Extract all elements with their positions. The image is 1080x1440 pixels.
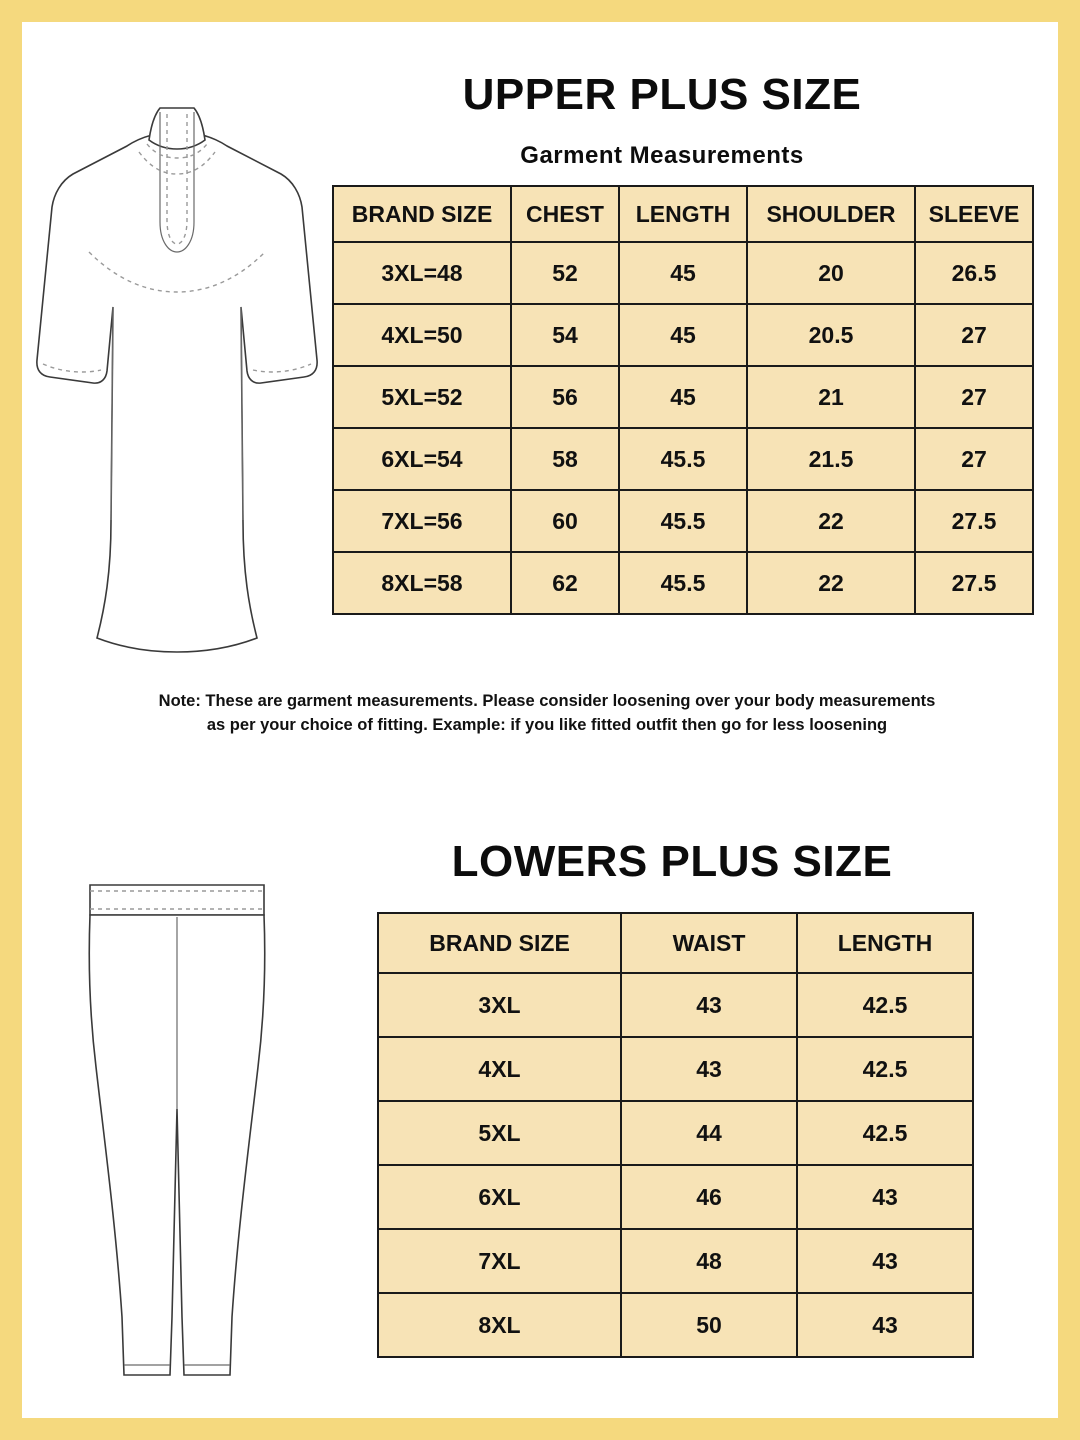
- cell-brand-size: 6XL=54: [333, 428, 511, 490]
- cell-chest: 58: [511, 428, 619, 490]
- upper-title: UPPER PLUS SIZE: [462, 70, 862, 119]
- table-row: [378, 1293, 973, 1357]
- lower-title: LOWERS PLUS SIZE: [451, 837, 893, 886]
- cell-shoulder: 21: [747, 366, 915, 428]
- cell-sleeve: 27.5: [915, 552, 1033, 614]
- page-inner: [22, 22, 1058, 1418]
- cell-sleeve: 27: [915, 428, 1033, 490]
- table-row: [333, 552, 1033, 614]
- cell-chest: 54: [511, 304, 619, 366]
- cell-brand-size: 8XL: [378, 1293, 621, 1357]
- table-row: [378, 1229, 973, 1293]
- cell-length: 42.5: [797, 973, 973, 1037]
- table-row: [333, 490, 1033, 552]
- cell-brand-size: 7XL=56: [333, 490, 511, 552]
- lower-size-section: [22, 782, 1058, 1418]
- column-header: SLEEVE: [915, 186, 1033, 242]
- table-row: [378, 973, 973, 1037]
- cell-length: 45: [619, 242, 747, 304]
- cell-shoulder: 20: [747, 242, 915, 304]
- table-row: [333, 304, 1033, 366]
- kurta-illustration: [27, 102, 327, 667]
- lower-size-table: [377, 912, 974, 1358]
- cell-chest: 56: [511, 366, 619, 428]
- cell-length: 43: [797, 1229, 973, 1293]
- cell-sleeve: 27.5: [915, 490, 1033, 552]
- column-header: CHEST: [511, 186, 619, 242]
- table-row: [378, 1101, 973, 1165]
- table-row: [333, 428, 1033, 490]
- cell-brand-size: 8XL=58: [333, 552, 511, 614]
- cell-brand-size: 6XL: [378, 1165, 621, 1229]
- table-row: [378, 1165, 973, 1229]
- cell-chest: 52: [511, 242, 619, 304]
- upper-subtitle: Garment Measurements: [520, 142, 804, 169]
- cell-sleeve: 27: [915, 304, 1033, 366]
- measurement-note: [82, 690, 1012, 738]
- cell-waist: 46: [621, 1165, 797, 1229]
- cell-brand-size: 5XL=52: [333, 366, 511, 428]
- cell-shoulder: 20.5: [747, 304, 915, 366]
- pants-illustration: [52, 877, 302, 1402]
- column-header: LENGTH: [797, 913, 973, 973]
- table-row: [333, 242, 1033, 304]
- cell-shoulder: 21.5: [747, 428, 915, 490]
- column-header: LENGTH: [619, 186, 747, 242]
- cell-length: 45: [619, 366, 747, 428]
- cell-length: 45: [619, 304, 747, 366]
- cell-waist: 44: [621, 1101, 797, 1165]
- table-header-row: [333, 186, 1033, 242]
- cell-waist: 48: [621, 1229, 797, 1293]
- cell-waist: 43: [621, 973, 797, 1037]
- column-header: BRAND SIZE: [333, 186, 511, 242]
- cell-brand-size: 4XL: [378, 1037, 621, 1101]
- cell-length: 43: [797, 1165, 973, 1229]
- column-header: BRAND SIZE: [378, 913, 621, 973]
- cell-chest: 60: [511, 490, 619, 552]
- upper-size-section: [22, 22, 1058, 762]
- cell-chest: 62: [511, 552, 619, 614]
- upper-size-table: [332, 185, 1034, 615]
- cell-length: 45.5: [619, 490, 747, 552]
- cell-sleeve: 27: [915, 366, 1033, 428]
- cell-waist: 43: [621, 1037, 797, 1101]
- cell-length: 45.5: [619, 552, 747, 614]
- cell-brand-size: 3XL: [378, 973, 621, 1037]
- note-line-2: as per your choice of fitting. Example: if you like fitted outfit then go for less loosening: [206, 715, 888, 734]
- table-row: [333, 366, 1033, 428]
- note-line-1: Note: These are garment measurements. Please consider loosening over your body measurements: [158, 692, 936, 710]
- cell-length: 42.5: [797, 1101, 973, 1165]
- cell-waist: 50: [621, 1293, 797, 1357]
- cell-shoulder: 22: [747, 552, 915, 614]
- cell-length: 43: [797, 1293, 973, 1357]
- cell-sleeve: 26.5: [915, 242, 1033, 304]
- column-header: WAIST: [621, 913, 797, 973]
- cell-shoulder: 22: [747, 490, 915, 552]
- cell-length: 45.5: [619, 428, 747, 490]
- cell-brand-size: 5XL: [378, 1101, 621, 1165]
- cell-brand-size: 4XL=50: [333, 304, 511, 366]
- cell-brand-size: 7XL: [378, 1229, 621, 1293]
- table-header-row: [378, 913, 973, 973]
- column-header: SHOULDER: [747, 186, 915, 242]
- cell-length: 42.5: [797, 1037, 973, 1101]
- table-row: [378, 1037, 973, 1101]
- cell-brand-size: 3XL=48: [333, 242, 511, 304]
